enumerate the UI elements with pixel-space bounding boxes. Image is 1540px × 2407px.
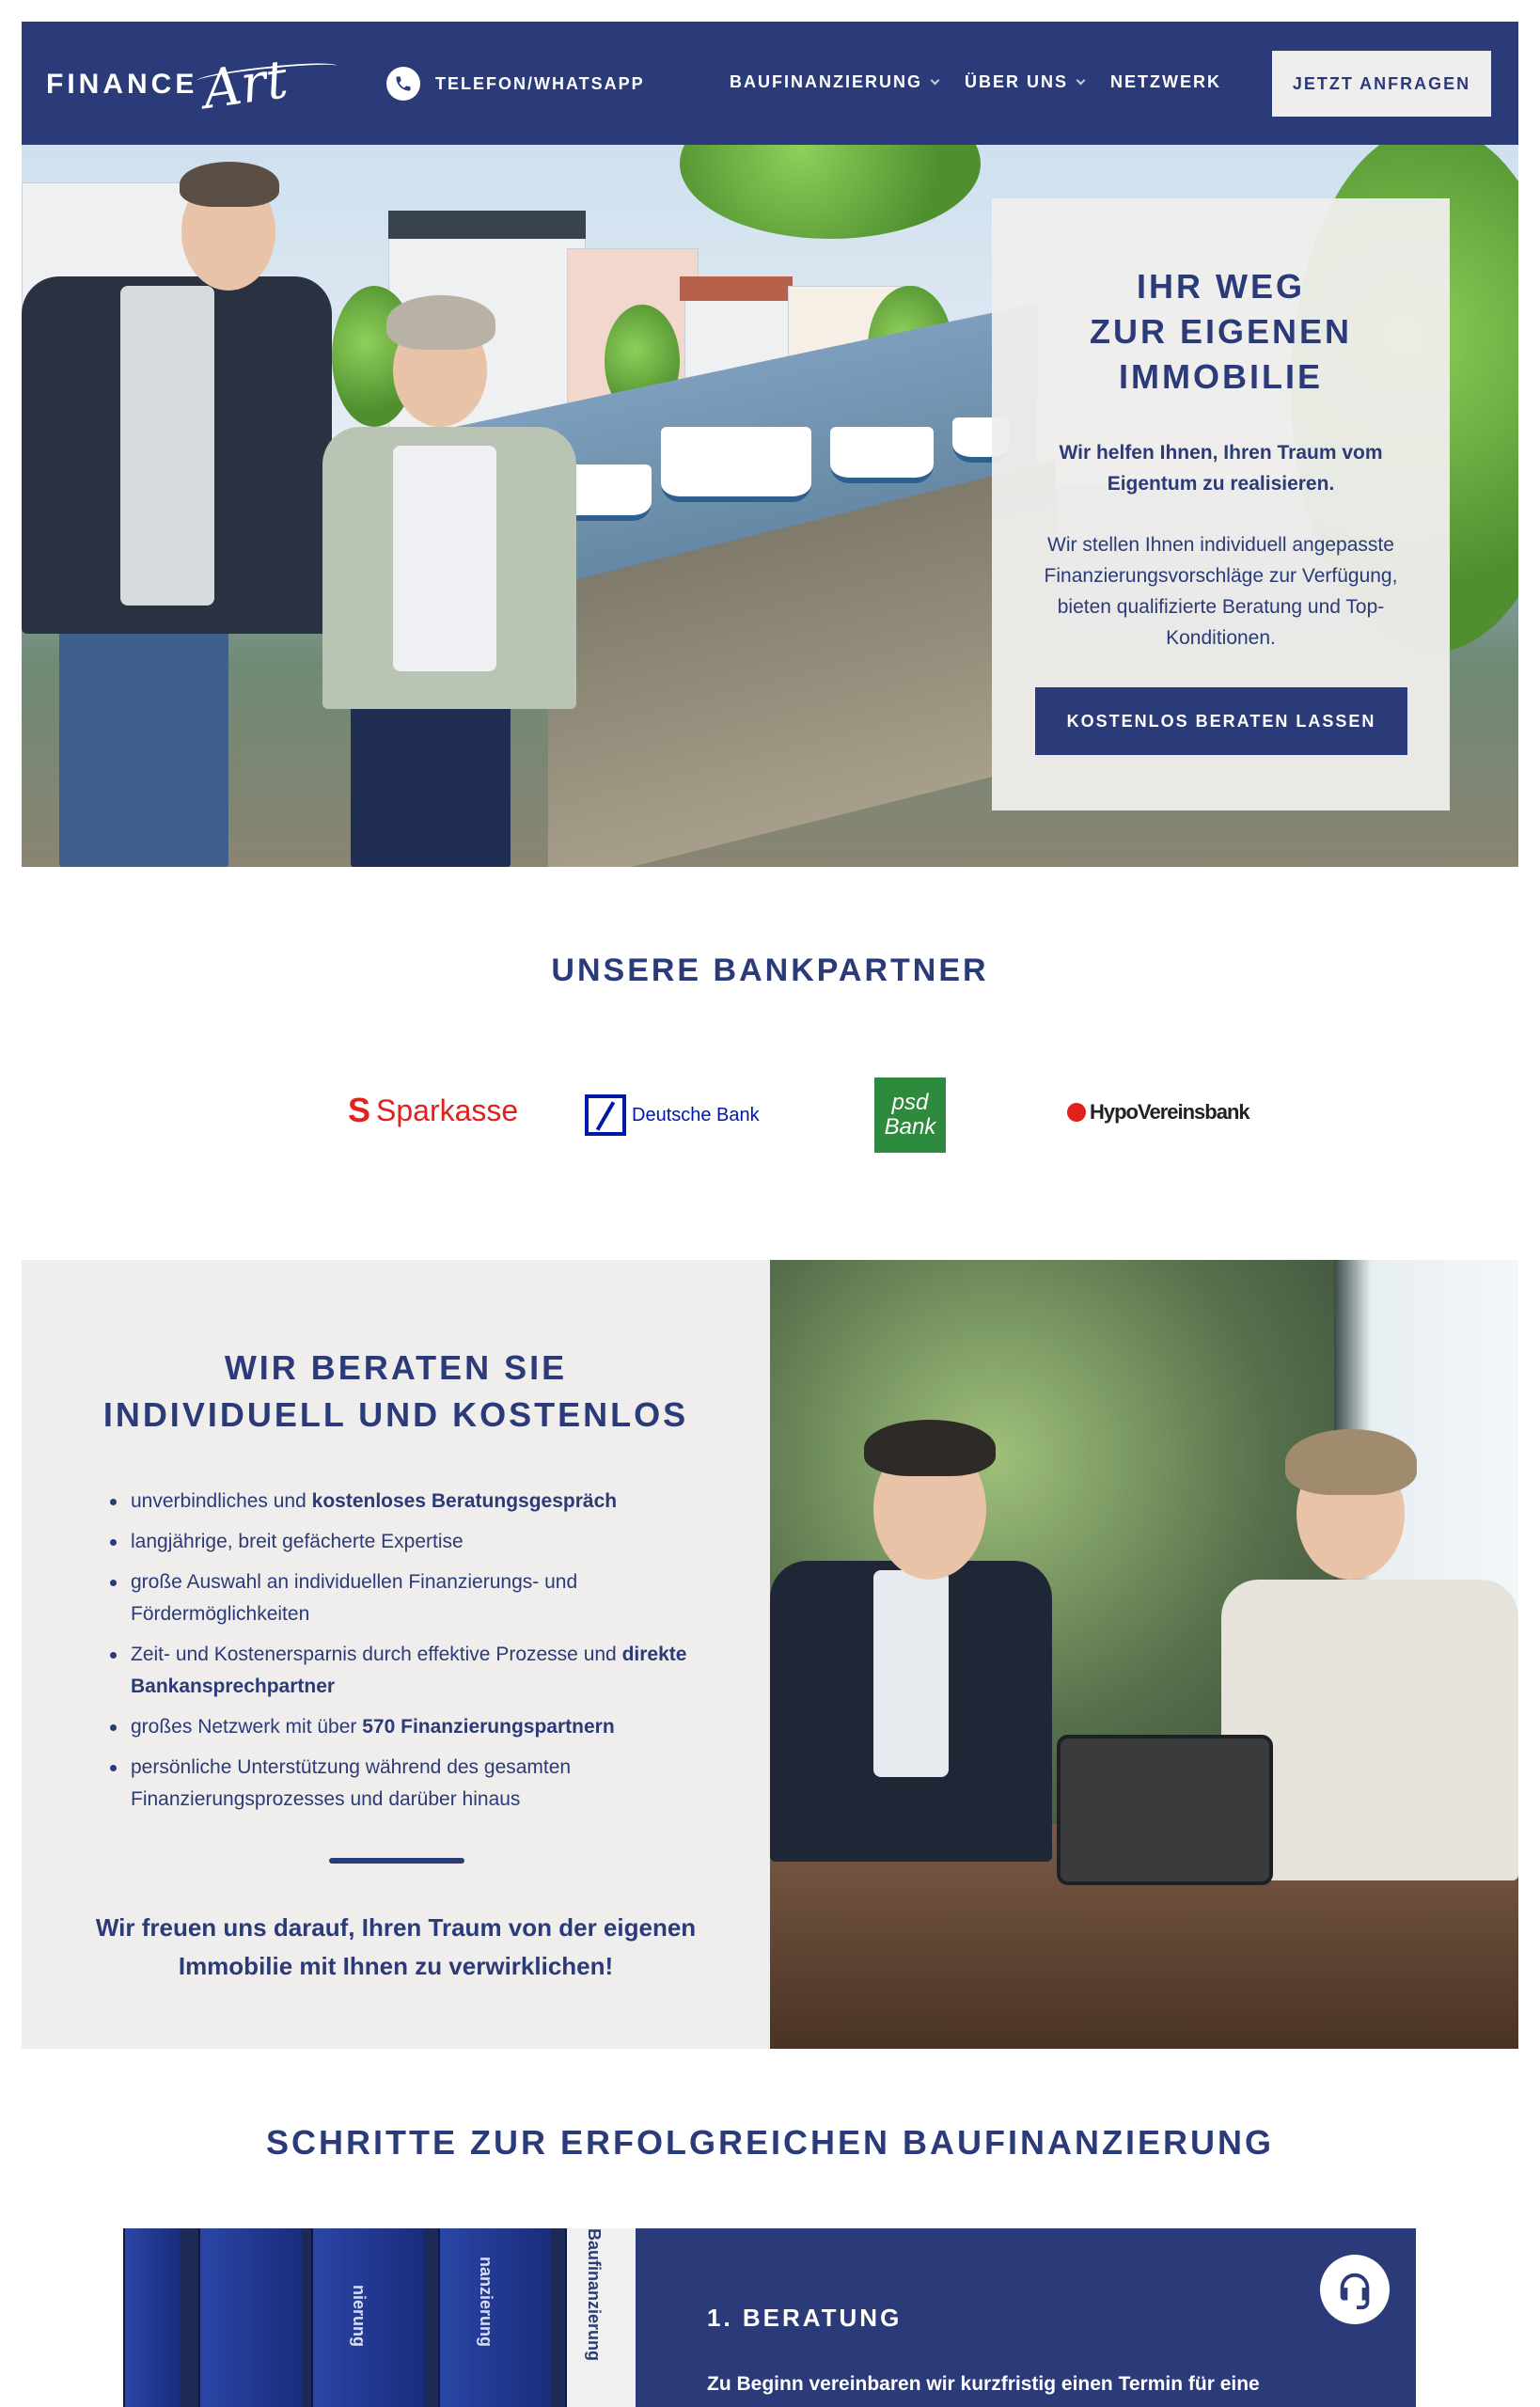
hero-title-line: IHR WEG (1137, 267, 1305, 306)
binder-label: nanzierung (477, 2257, 495, 2348)
logo-script: Art (199, 48, 292, 121)
deutsche-bank-name: Deutsche Bank (632, 1104, 760, 1125)
roof (388, 211, 586, 239)
benefit-bold: 570 Finanzierungspartnern (362, 1716, 615, 1738)
headset-support-icon (1320, 2255, 1390, 2324)
sparkasse-logo (348, 1091, 518, 1130)
tablet-device (1057, 1735, 1273, 1885)
shirt (120, 286, 214, 606)
psd-name-bottom: Bank (884, 1114, 936, 1140)
binder-label: Baufinanzierung (585, 2228, 604, 2362)
step-card-beratung (123, 2228, 1416, 2407)
benefit-bold: kostenloses Beratungsgespräch (311, 1490, 618, 1512)
advice-title-line: INDIVIDUELL UND KOSTENLOS (102, 1395, 689, 1434)
hair (180, 162, 279, 207)
benefit-text: Zeit- und Kostenersparnis durch effektive Prozesse und (131, 1644, 622, 1665)
benefit-item (108, 1566, 710, 1630)
binder (123, 2228, 180, 2407)
hero-title (992, 264, 1450, 400)
advice-closing: Wir freuen uns darauf, Ihren Traum von der eigenen Immobilie mit Ihnen zu verwirklichen! (95, 1913, 697, 1980)
binder-label: nierung (350, 2285, 369, 2347)
benefit-item (108, 1711, 710, 1743)
advice-section (22, 1260, 1518, 2049)
man-shirt (873, 1570, 949, 1777)
phone-label: TELEFON/WHATSAPP (435, 73, 645, 93)
benefit-text: großes Netzwerk mit über (131, 1716, 363, 1738)
top-navigation (22, 22, 1518, 145)
finance-art-logo[interactable] (46, 48, 292, 121)
chevron-down-icon (931, 76, 940, 86)
woman-hair (1285, 1429, 1417, 1495)
hero-title-line: IMMOBILIE (1119, 357, 1323, 396)
hypovereinsbank-logo (1067, 1100, 1249, 1125)
jeans (59, 615, 228, 867)
binders-photo (123, 2228, 636, 2407)
hero-lead: Wir helfen Ihnen, Ihren Traum vom Eigentum zu realisieren. (1059, 442, 1383, 495)
hero-section (22, 145, 1518, 867)
benefit-text: langjährige, breit gefächerte Expertise (131, 1531, 464, 1552)
consulting-photo (770, 1260, 1518, 2049)
roof (680, 276, 793, 301)
psd-bank-logo (874, 1078, 946, 1153)
jetzt-anfragen-button[interactable]: JETZT ANFRAGEN (1272, 51, 1491, 117)
hero-card (992, 198, 1450, 810)
benefit-text: unverbindliches und (131, 1490, 312, 1512)
menu-label: ÜBER UNS (965, 72, 1069, 91)
logo-word: FINANCE (46, 69, 198, 100)
partner-logos (0, 1072, 1540, 1156)
hero-text: Wir stellen Ihnen individuell angepasste Finanzierungsvorschläge zur Verfügung, bieten qualifizierte Beratung und Top-Konditionen. (1044, 534, 1398, 649)
menu-ueber-uns[interactable] (965, 72, 1084, 92)
boat (661, 427, 811, 502)
boat (830, 427, 934, 483)
benefit-item (108, 1486, 710, 1518)
sparkasse-s-icon: S (348, 1091, 371, 1129)
chevron-down-icon (1076, 76, 1086, 86)
benefit-item (108, 1752, 710, 1816)
deutsche-bank-logo (585, 1094, 760, 1136)
menu-netzwerk[interactable] (1110, 72, 1221, 92)
steps-title: SCHRITTE ZUR ERFOLGREICHEN BAUFINANZIERUNG (266, 2123, 1274, 2162)
step-body (636, 2228, 1416, 2407)
hvb-icon (1067, 1103, 1086, 1122)
menu-baufinanzierung[interactable] (730, 72, 938, 92)
main-menu (730, 72, 1248, 92)
kostenlos-beraten-button[interactable]: KOSTENLOS BERATEN LASSEN (1035, 687, 1407, 755)
benefit-list (108, 1486, 710, 1824)
top (393, 446, 496, 671)
benefit-item (108, 1526, 710, 1558)
phone-icon (386, 67, 420, 101)
hero-title-line: ZUR EIGENEN (1089, 312, 1353, 351)
man-hair (864, 1420, 996, 1476)
deutsche-bank-slash-icon (585, 1094, 626, 1136)
hvb-name: HypoVereinsbank (1090, 1100, 1249, 1124)
hair (386, 295, 495, 350)
advice-panel (22, 1260, 770, 2049)
benefit-bold: direkte Bankansprechpartner (131, 1644, 687, 1697)
sparkasse-name: Sparkasse (376, 1093, 519, 1127)
partners-title: UNSERE BANKPARTNER (551, 952, 989, 988)
step-text: Zu Beginn vereinbaren wir kurzfristig einen Termin für eine (707, 2373, 1260, 2395)
step-title: 1. BERATUNG (707, 2304, 903, 2332)
advice-title (22, 1345, 770, 1439)
menu-label: NETZWERK (1110, 72, 1222, 91)
benefit-text: persönliche Unterstützung während des gesamten Finanzierungsprozesses und darüber hinaus (131, 1756, 572, 1810)
phone-whatsapp-link[interactable] (386, 67, 645, 101)
binder (198, 2228, 302, 2407)
advice-title-line: WIR BERATEN SIE (224, 1348, 568, 1387)
benefit-text: große Auswahl an individuellen Finanzierungs- und Fördermöglichkeiten (131, 1571, 578, 1625)
benefit-item (108, 1639, 710, 1703)
psd-name-top: psd (891, 1090, 929, 1115)
menu-label: BAUFINANZIERUNG (730, 72, 922, 91)
section-divider (329, 1858, 464, 1864)
